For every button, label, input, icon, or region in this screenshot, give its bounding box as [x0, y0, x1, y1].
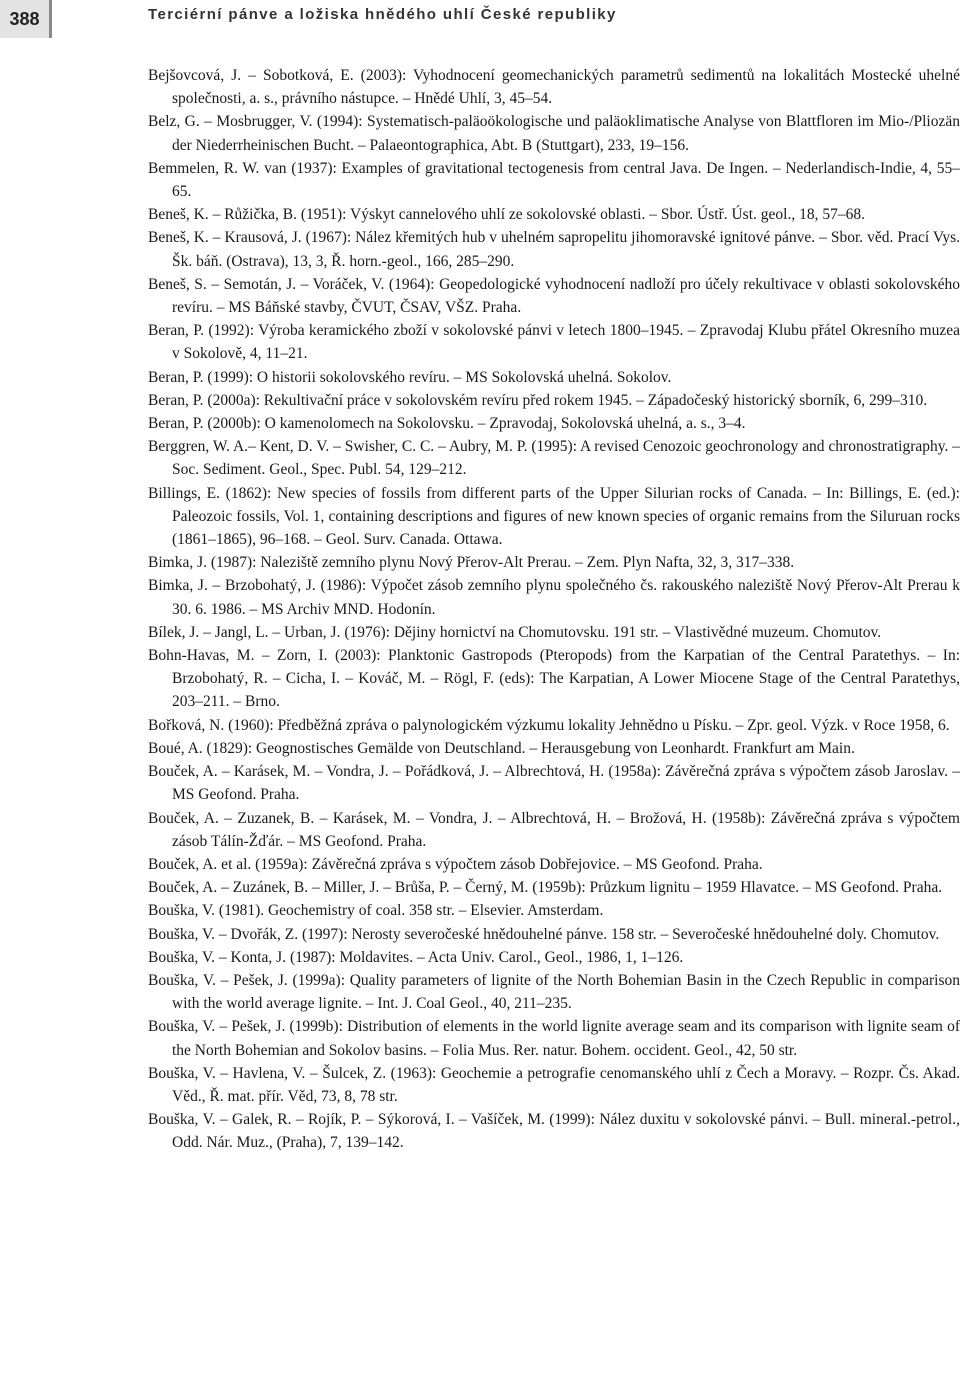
running-title: Terciérní pánve a ložiska hnědého uhlí České republiky [148, 6, 617, 23]
reference-entry: Berggren, W. A.– Kent, D. V. – Swisher, C. C. – Aubry, M. P. (1995): A revised Cenozoic geochronology and chronostratigraphy. – Soc. Sediment. Geol., Spec. Publ. 54, 129–212. [148, 438, 960, 479]
reference-entry: Bouška, V. – Dvořák, Z. (1997): Nerosty severočeské hnědouhelné pánve. 158 str. – Severočeské hnědouhelné doly. Chomutov. [148, 925, 940, 943]
reference-entry: Beran, P. (1992): Výroba keramického zboží v sokolovské pánvi v letech 1800–1945. – Zpravodaj Klubu přátel Okresního muzea v Sokolově, 4, 11–21. [148, 322, 960, 363]
reference-entry: Bejšovcová, J. – Sobotková, E. (2003): Vyhodnocení geomechanických parametrů sedimentů na lokalitách Mostecké uhelné společnosti, a. s., právního nástupce. – Hnědé Uhlí, 3, 45–54. [148, 67, 960, 108]
reference-entry: Boué, A. (1829): Geognostisches Gemälde von Deutschland. – Herausgebung von Leonhardt. Frankfurt am Main. [148, 739, 855, 757]
reference-entry: Bořková, N. (1960): Předběžná zpráva o palynologickém výzkumu lokality Jehnědno u Písku. – Zpr. geol. Výzk. v Roce 1958, 6. [148, 716, 950, 734]
reference-entry: Beran, P. (2000b): O kamenolomech na Sokolovsku. – Zpravodaj, Sokolovská uhelná, a. s., 3–4. [148, 415, 746, 433]
reference-list [148, 64, 960, 1155]
reference-entry: Bouček, A. – Zuzánek, B. – Miller, J. – Brůša, P. – Černý, M. (1959b): Průzkum lignitu – 1959 Hlavatce. – MS Geofond. Praha. [148, 879, 943, 897]
reference-entry: Bouček, A. – Karásek, M. – Vondra, J. – Pořádková, J. – Albrechtová, H. (1958a): Závěrečná zpráva s výpočtem zásob Jaroslav. – MS Geofond. Praha. [148, 763, 960, 804]
reference-entry: Bouška, V. – Konta, J. (1987): Moldavites. – Acta Univ. Carol., Geol., 1986, 1, 1–126. [148, 948, 684, 966]
reference-entry: Bouška, V. – Pešek, J. (1999a): Quality parameters of lignite of the North Bohemian Basin in the Czech Republic in comparison with the world average lignite. – Int. J. Coal Geol., 40, 211–235. [148, 971, 960, 1013]
reference-entry: Bemmelen, R. W. van (1937): Examples of gravitational tectogenesis from central Java. De Ingen. – Nederlandisch-Indie, 4, 55–65. [148, 159, 960, 201]
reference-entry: Beneš, K. – Růžička, B. (1951): Výskyt cannelového uhlí ze sokolovské oblasti. – Sbor. Ústř. Úst. geol., 18, 57–68. [148, 206, 865, 224]
reference-entry: Billings, E. (1862): New species of fossils from different parts of the Upper Silurian rocks of Canada. – In: Billings, E. (ed.): Paleozoic fossils, Vol. 1, containing descriptions and figures of new known species of organic remains from the Siluruan rocks (1861–1865), 96–168. – Geol. Surv. Canada. Ottawa. [148, 484, 960, 549]
reference-entry: Beran, P. (1999): O historii sokolovského revíru. – MS Sokolovská uhelná. Sokolov. [148, 368, 672, 386]
reference-entry: Beneš, K. – Krausová, J. (1967): Nález křemitých hub v uhelném sapropelitu jihomoravské ignitové pánve. – Sbor. věd. Prací Vys. Šk. báň. (Ostrava), 13, 3, Ř. horn.-geol., 166, 285–290. [148, 229, 960, 270]
reference-entry: Beran, P. (2000a): Rekultivační práce v sokolovském revíru před rokem 1945. – Západočeský historický sborník, 6, 299–310. [148, 391, 928, 409]
reference-entry: Bílek, J. – Jangl, L. – Urban, J. (1976): Dějiny hornictví na Chomutovsku. 191 str. – Vlastivědné muzeum. Chomutov. [148, 623, 882, 641]
reference-entry: Bouška, V. (1981). Geochemistry of coal. 358 str. – Elsevier. Amsterdam. [148, 902, 604, 920]
reference-entry: Beneš, S. – Semotán, J. – Voráček, V. (1964): Geopedologické vyhodnocení nadloží pro účely rekultivace v oblasti sokolovského revíru. – MS Báňské stavby, ČVUT, ČSAV, VŠZ. Praha. [148, 275, 960, 317]
reference-entry: Bouška, V. – Havlena, V. – Šulcek, Z. (1963): Geochemie a petrografie cenomanského uhlí z Čech a Moravy. – Rozpr. Čs. Akad. Věd., Ř. mat. přír. Věd, 73, 8, 78 str. [148, 1064, 960, 1105]
reference-entry: Bohn-Havas, M. – Zorn, I. (2003): Planktonic Gastropods (Pteropods) from the Karpatian of the Central Paratethys. – In: Brzobohatý, R. – Cicha, I. – Kováč, M. – Rögl, F. (eds): The Karpatian, A Lower Miocene Stage of the Central Paratethys, 203–211. – Brno. [148, 647, 960, 711]
reference-entry: Bouška, V. – Galek, R. – Rojík, P. – Sýkorová, I. – Vašíček, M. (1999): Nález duxitu v sokolovské pánvi. – Bull. mineral.-petrol., Odd. Nár. Muz., (Praha), 7, 139–142. [148, 1111, 960, 1152]
reference-entry: Bouček, A. et al. (1959a): Závěrečná zpráva s výpočtem zásob Dobřejovice. – MS Geofond. Praha. [148, 855, 763, 873]
page-number: 388 [9, 8, 40, 29]
reference-entry: Bouček, A. – Zuzanek, B. – Karásek, M. – Vondra, J. – Albrechtová, H. – Brožová, H. (1958b): Závěrečná zpráva s výpočtem zásob Tálín-Žďár. – MS Geofond. Praha. [148, 809, 960, 850]
reference-entry: Bimka, J. – Brzobohatý, J. (1986): Výpočet zásob zemního plynu společného čs. rakouského naleziště Nový Přerov-Alt Prerau k 30. 6. 1986. – MS Archiv MND. Hodonín. [148, 577, 960, 618]
reference-entry: Belz, G. – Mosbrugger, V. (1994): Systematisch-paläoökologische und paläoklimatische Analyse von Blattfloren im Mio-/Pliozän der Niederrheinischen Bucht. – Palaeontographica, Abt. B (Stuttgart), 233, 19–156. [148, 113, 960, 154]
reference-entry: Bimka, J. (1987): Naleziště zemního plynu Nový Přerov-Alt Prerau. – Zem. Plyn Nafta, 32, 3, 317–338. [148, 554, 795, 572]
page-number-tab [0, 0, 52, 38]
reference-entry: Bouška, V. – Pešek, J. (1999b): Distribution of elements in the world lignite average seam and its comparison with lignite seam of the North Bohemian and Sokolov basins. – Folia Mus. Rer. natur. Bohem. occident. Geol., 42, 50 str. [148, 1018, 960, 1059]
